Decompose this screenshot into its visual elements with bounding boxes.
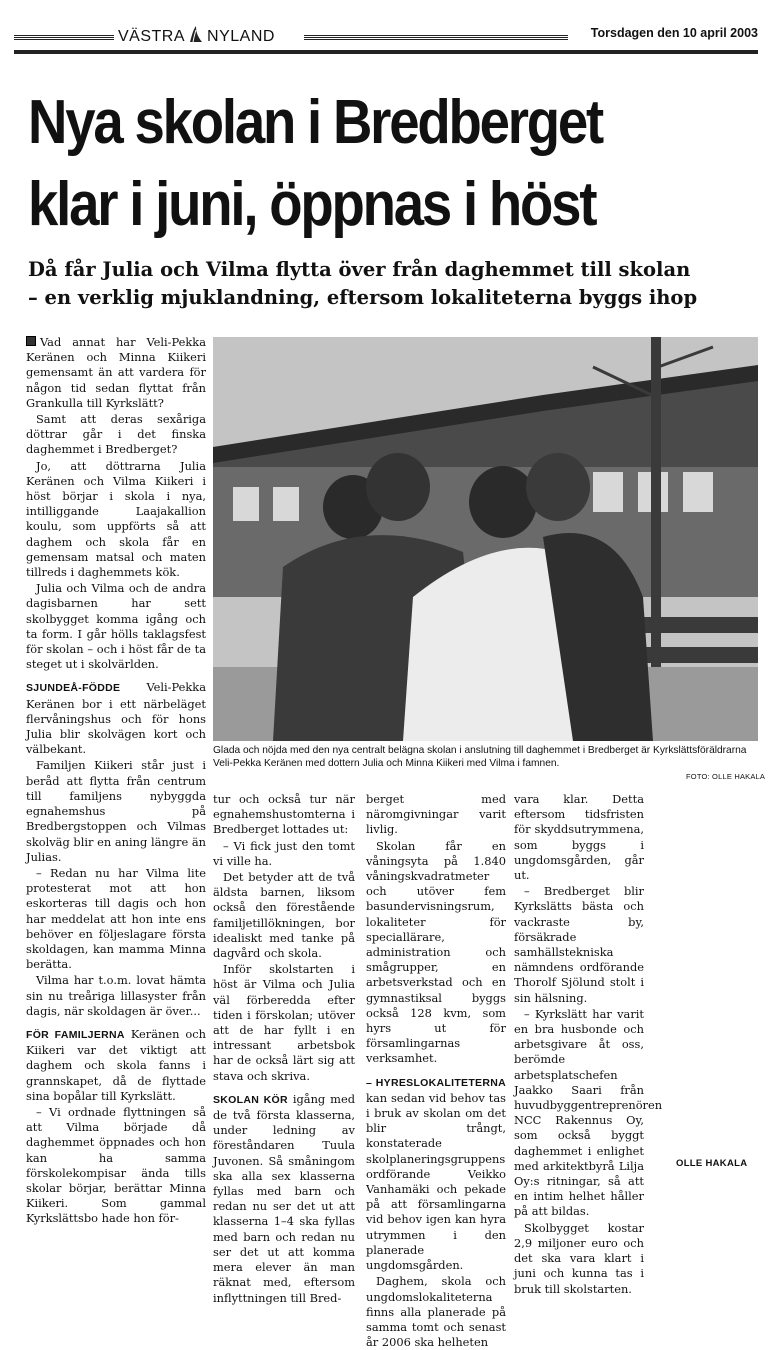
paragraph: tur och också tur när egnahemshustomterna i Bredberget lottades ut: — [213, 792, 355, 837]
paragraph-text: igång med de två första klasserna, under ledning av föreståndaren Tuula Juvonen. Så småningom ska alla sex klasserna fyllas med barn och redan nu ser det ut att klasserna 1–4 ska fyllas med barn och redan nu ser det ut att komma mera elever än man räknat med, eftersom inflyttningen till Bred- — [213, 1091, 355, 1305]
paragraph: Julia och Vilma och de andra dagisbarnen har sett skolbygget komma igång och ta form. I går hölls taklagsfest för skolan – och i höst får de ta steget ut i skolvärlden. — [26, 581, 206, 672]
paragraph — [26, 1027, 206, 1104]
article-column-3 — [366, 792, 506, 1350]
headline-line-1: Nya skolan i Bredberget — [28, 88, 603, 157]
photo-school-family-icon — [213, 337, 758, 741]
paragraph — [26, 335, 206, 411]
masthead — [14, 22, 758, 48]
paragraph: Daghem, skola och ungdomslokaliteterna finns alla planerade på samma tomt och senast år 2006 ska helheten — [366, 1274, 506, 1350]
article-photo — [213, 337, 758, 741]
newspaper-logo-icon — [189, 25, 203, 48]
masthead-thick-rule — [14, 50, 758, 54]
paragraph: Familjen Kiikeri står just i beråd att flytta från centrum till familjens nybyggda egnahemshus på Bredbergstoppen och Vilmas skolväg blir en aning längre än Julias. — [26, 758, 206, 864]
paragraph: Jo, att döttrarna Julia Keränen och Vilma Kiikeri i höst börjar i skola i nya, intilliggande Laajakallion koulu, som uppförts så att daghem och skola får en gemensam matsal och maten tillreds i daghemmets kök. — [26, 458, 206, 580]
subhead: – HYRESLOKALITETERNA — [366, 1076, 506, 1089]
paragraph-text: Vad annat har Veli-Pekka Keränen och Minna Kiikeri gemensamt än att vardera för någon tid sedan flyttat från Grankulla till Kyrkslätt? — [26, 335, 206, 410]
deck-line-1: Då får Julia och Vilma flytta över från daghemmet till skolan — [28, 258, 691, 281]
square-bullet-icon — [26, 336, 36, 346]
paragraph — [26, 680, 206, 757]
paragraph: vara klar. Detta eftersom tidsfristen för skyddsutrymmena, som byggs i ungdomsgården, går ut. — [514, 792, 644, 883]
paragraph: Samt att deras sexåriga döttrar går i det finska daghemmet i Bredberget? — [26, 412, 206, 457]
article-column-4 — [514, 792, 663, 1297]
subhead: FÖR FAMILJERNA — [26, 1028, 125, 1041]
masthead-rule-right — [304, 34, 568, 40]
paragraph: – Redan nu har Vilma lite protesterat mot att hon eskorteras till dagis och hon har meddelat att hon inte ens behöver en följeslagare första skoldagen, kan mamma Minna berätta. — [26, 865, 206, 972]
subhead: SKOLAN KÖR — [213, 1093, 288, 1106]
article-column-1 — [26, 335, 206, 1227]
photo-credit: FOTO: OLLE HAKALA — [686, 772, 766, 781]
masthead-rule-left — [14, 34, 114, 40]
paragraph: Inför skolstarten i höst är Vilma och Julia väl förberedda efter tiden i förskolan; utöver att de har fyllt i en intressant arbetsbok har de också lärt sig att stava och skriva. — [213, 962, 355, 1083]
paragraph — [213, 1092, 355, 1306]
byline: OLLE HAKALA — [676, 1158, 748, 1169]
paragraph-text: Veli-Pekka Keränen bor i ett närbeläget flervåningshus och för hons Julia blir skolvägen kort och välbekant. — [26, 680, 206, 757]
deck-line-2: – en verklig mjuklandning, eftersom lokaliteterna byggs ihop — [28, 286, 698, 309]
subhead: SJUNDEÅ-FÖDDE — [26, 682, 121, 695]
paragraph: – Vi fick just den tomt vi ville ha. — [213, 838, 355, 868]
headline-line-2: klar i juni, öppnas i höst — [28, 170, 596, 239]
paragraph-text: Keränen och Kiikeri var det viktigt att daghem och skola fanns i grannskapet, då de flyttade sina bopålar till Kyrkslätt. — [26, 1026, 207, 1103]
photo-caption: Glada och nöjda med den nya centralt belägna skolan i anslutning till daghemmet i Bredberget är Kyrkslättsföräldrarna Veli-Pekka Keränen med dottern Julia och Minna Kiikeri med Vilma i famnen. — [213, 745, 747, 769]
paragraph: – Bredberget blir Kyrkslätts bästa och vackraste by, försäkrade samhällstekniska nämndens ordförande Thorolf Sjölund stolt i sin hälsning. — [514, 884, 644, 1005]
paragraph: Skolbygget kostar 2,9 miljoner euro och det ska vara klart i juni och kunna tas i bruk till skolstarten. — [514, 1220, 644, 1296]
newspaper-name-right: NYLAND — [207, 28, 275, 45]
paragraph — [366, 1075, 506, 1274]
paragraph: berget med näromgivningar varit livlig. — [366, 792, 506, 837]
paragraph: Vilma har t.o.m. lovat hämta sin nu treåriga lillasyster från dagis, när skoldagen är över... — [26, 973, 206, 1018]
newspaper-name-left: VÄSTRA — [118, 28, 186, 45]
paragraph: Det betyder att de två äldsta barnen, liksom också den förestående familjetillökningen, bor idealiskt med tanke på dagvård och skola. — [213, 870, 355, 961]
paragraph: – Kyrkslätt har varit en bra husbonde och arbetsgivare åt oss, berömde arbetsplatschefen Jaakko Saari från huvudbyggentreprenören NCC Rakennus Oy, som också byggt daghemmet i enlighet med arkitektbyrå Lilja Oy:s ritningar, så att en intim helhet håller på att bildas. — [514, 1006, 663, 1219]
headline — [28, 82, 670, 246]
deck — [28, 256, 768, 312]
newspaper-name — [118, 25, 275, 48]
paragraph: Skolan får en våningsyta på 1.840 våningskvadratmeter och utöver fem basundervisningsrum, lokaliteter för speciallärare, administration och smågrupper, en arbetsverkstad och en gymnastiksal byggs också 128 kvm, som hyrs ut för församlingarnas verksamhet. — [366, 838, 506, 1066]
article-column-2 — [213, 792, 355, 1306]
paragraph: – Vi ordnade flyttningen så att Vilma började då daghemmet öppnades och hon kan ha samma förskolekompisar ända tills skolar börjar, berättar Minna Kiikeri. Som gammal Kyrkslättsbo hade hon för- — [26, 1104, 206, 1226]
issue-date: Torsdagen den 10 april 2003 — [590, 26, 758, 40]
paragraph-text: kan sedan vid behov tas i bruk av skolan om det blir trångt, konstaterade skolplaneringsgruppens ordförande Veikko Vanhamäki och pekade på att församlingarna vid behov igen kan hyra utrymmen i den planerade ungdomsgården. — [366, 1090, 506, 1273]
